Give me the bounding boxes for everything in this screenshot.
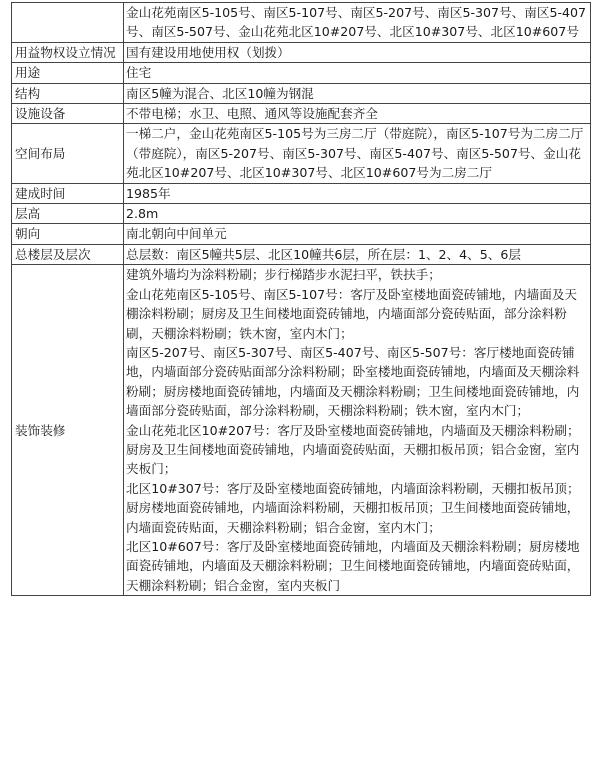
row-value bbox=[124, 224, 591, 244]
row-label: 设施设备 bbox=[12, 104, 124, 124]
row-value-line: 不带电梯；水卫、电照、通风等设施配套齐全 bbox=[126, 106, 378, 122]
row-value bbox=[124, 63, 591, 83]
row-value-line: 金山花苑南区5-105号、南区5-107号：客厅及卧室楼地面瓷砖铺地，内墙面及天棚涂料粉刷；厨房及卫生间楼地面瓷砖铺地，内墙面部分瓷砖贴面，部分涂料粉刷，天棚涂料粉刷；铁木窗，室内木门； bbox=[126, 286, 578, 341]
table-row-layout bbox=[12, 124, 591, 183]
property-info-table bbox=[11, 2, 591, 596]
row-label: 总楼层及层次 bbox=[12, 244, 124, 264]
table-row-usufruct bbox=[12, 42, 591, 62]
table-row-floors bbox=[12, 244, 591, 264]
table-row-build-year bbox=[12, 183, 591, 203]
table-row-facilities bbox=[12, 104, 591, 124]
row-value bbox=[124, 183, 591, 203]
row-label: 建成时间 bbox=[12, 183, 124, 203]
row-value-line: 南区5幢为混合、北区10幢为钢混 bbox=[126, 85, 314, 101]
row-label: 装饰装修 bbox=[12, 265, 124, 596]
table-row-usage bbox=[12, 63, 591, 83]
table-row-location-continued bbox=[12, 3, 591, 43]
row-value-line: 一梯二户，金山花苑南区5-105号为三房二厅（带庭院），南区5-107号为二房二厅（带庭院），南区5-207号、南区5-307号、南区5-407号、南区5-507号、金山花苑北区10#207号、北区10#307号、北区10#607号为二房二厅 bbox=[126, 126, 584, 181]
table-row-decoration bbox=[12, 265, 591, 596]
row-value-line: 金山花苑北区10#207号：客厅及卧室楼地面瓷砖铺地，内墙面及天棚涂料粉刷；厨房及卫生间楼地面瓷砖铺地，内墙面瓷砖贴面，天棚扣板吊顶；铝合金窗，室内夹板门； bbox=[126, 422, 580, 477]
row-value-line: 国有建设用地使用权（划拨） bbox=[126, 44, 290, 60]
row-label: 朝向 bbox=[12, 224, 124, 244]
row-label: 层高 bbox=[12, 204, 124, 224]
row-value bbox=[124, 265, 591, 596]
table-row-orientation bbox=[12, 224, 591, 244]
row-value-line: 北区10#607号：客厅及卧室楼地面瓷砖铺地，内墙面及天棚涂料粉刷；厨房楼地面瓷砖铺地，内墙面及天棚涂料粉刷；卫生间楼地面瓷砖铺地，内墙面瓷砖贴面，天棚涂料粉刷；铝合金窗，室内夹板门 bbox=[126, 538, 580, 593]
row-value-line: 住宅 bbox=[126, 65, 152, 81]
row-value bbox=[124, 42, 591, 62]
row-value-line: 南区5-207号、南区5-307号、南区5-407号、南区5-507号：客厅楼地面瓷砖铺地，内墙面部分瓷砖贴面部分涂料粉刷；卧室楼地面瓷砖铺地，内墙面及天棚涂料粉刷；厨房楼地面瓷砖铺地，内墙面及天棚涂料粉刷；卫生间楼地面瓷砖铺地，内墙面部分瓷砖贴面，部分涂料粉刷，天棚涂料粉刷；铁木窗，室内木门； bbox=[126, 344, 580, 419]
row-value bbox=[124, 3, 591, 43]
row-label: 用益物权设立情况 bbox=[12, 42, 124, 62]
row-value bbox=[124, 104, 591, 124]
row-value-line: 金山花苑南区5-105号、南区5-107号、南区5-207号、南区5-307号、南区5-407号、南区5-507号、金山花苑北区10#207号、北区10#307号、北区10#607号 bbox=[126, 5, 587, 40]
row-value-line: 总层数：南区5幢共5层、北区10幢共6层，所在层：1、2、4、5、6层 bbox=[126, 246, 521, 262]
row-label: 结构 bbox=[12, 83, 124, 103]
table-row-floor-height bbox=[12, 204, 591, 224]
row-value-line: 2.8m bbox=[126, 206, 159, 222]
row-label: 空间布局 bbox=[12, 124, 124, 183]
table-row-structure bbox=[12, 83, 591, 103]
row-value-line: 建筑外墙均为涂料粉刷；步行梯踏步水泥扫平，铁扶手； bbox=[126, 267, 441, 283]
row-value bbox=[124, 83, 591, 103]
row-label: 用途 bbox=[12, 63, 124, 83]
row-value bbox=[124, 204, 591, 224]
row-value-line: 1985年 bbox=[126, 185, 171, 201]
row-value-line: 北区10#307号：客厅及卧室楼地面瓷砖铺地，内墙面涂料粉刷，天棚扣板吊顶；厨房楼地面瓷砖铺地，内墙面涂料粉刷，天棚扣板吊顶；卫生间楼地面瓷砖铺地，内墙面瓷砖贴面，天棚涂料粉刷；铝合金窗，室内木门； bbox=[126, 480, 580, 535]
row-value bbox=[124, 244, 591, 264]
row-label bbox=[12, 3, 124, 43]
row-value-line: 南北朝向中间单元 bbox=[126, 226, 227, 242]
row-value bbox=[124, 124, 591, 183]
